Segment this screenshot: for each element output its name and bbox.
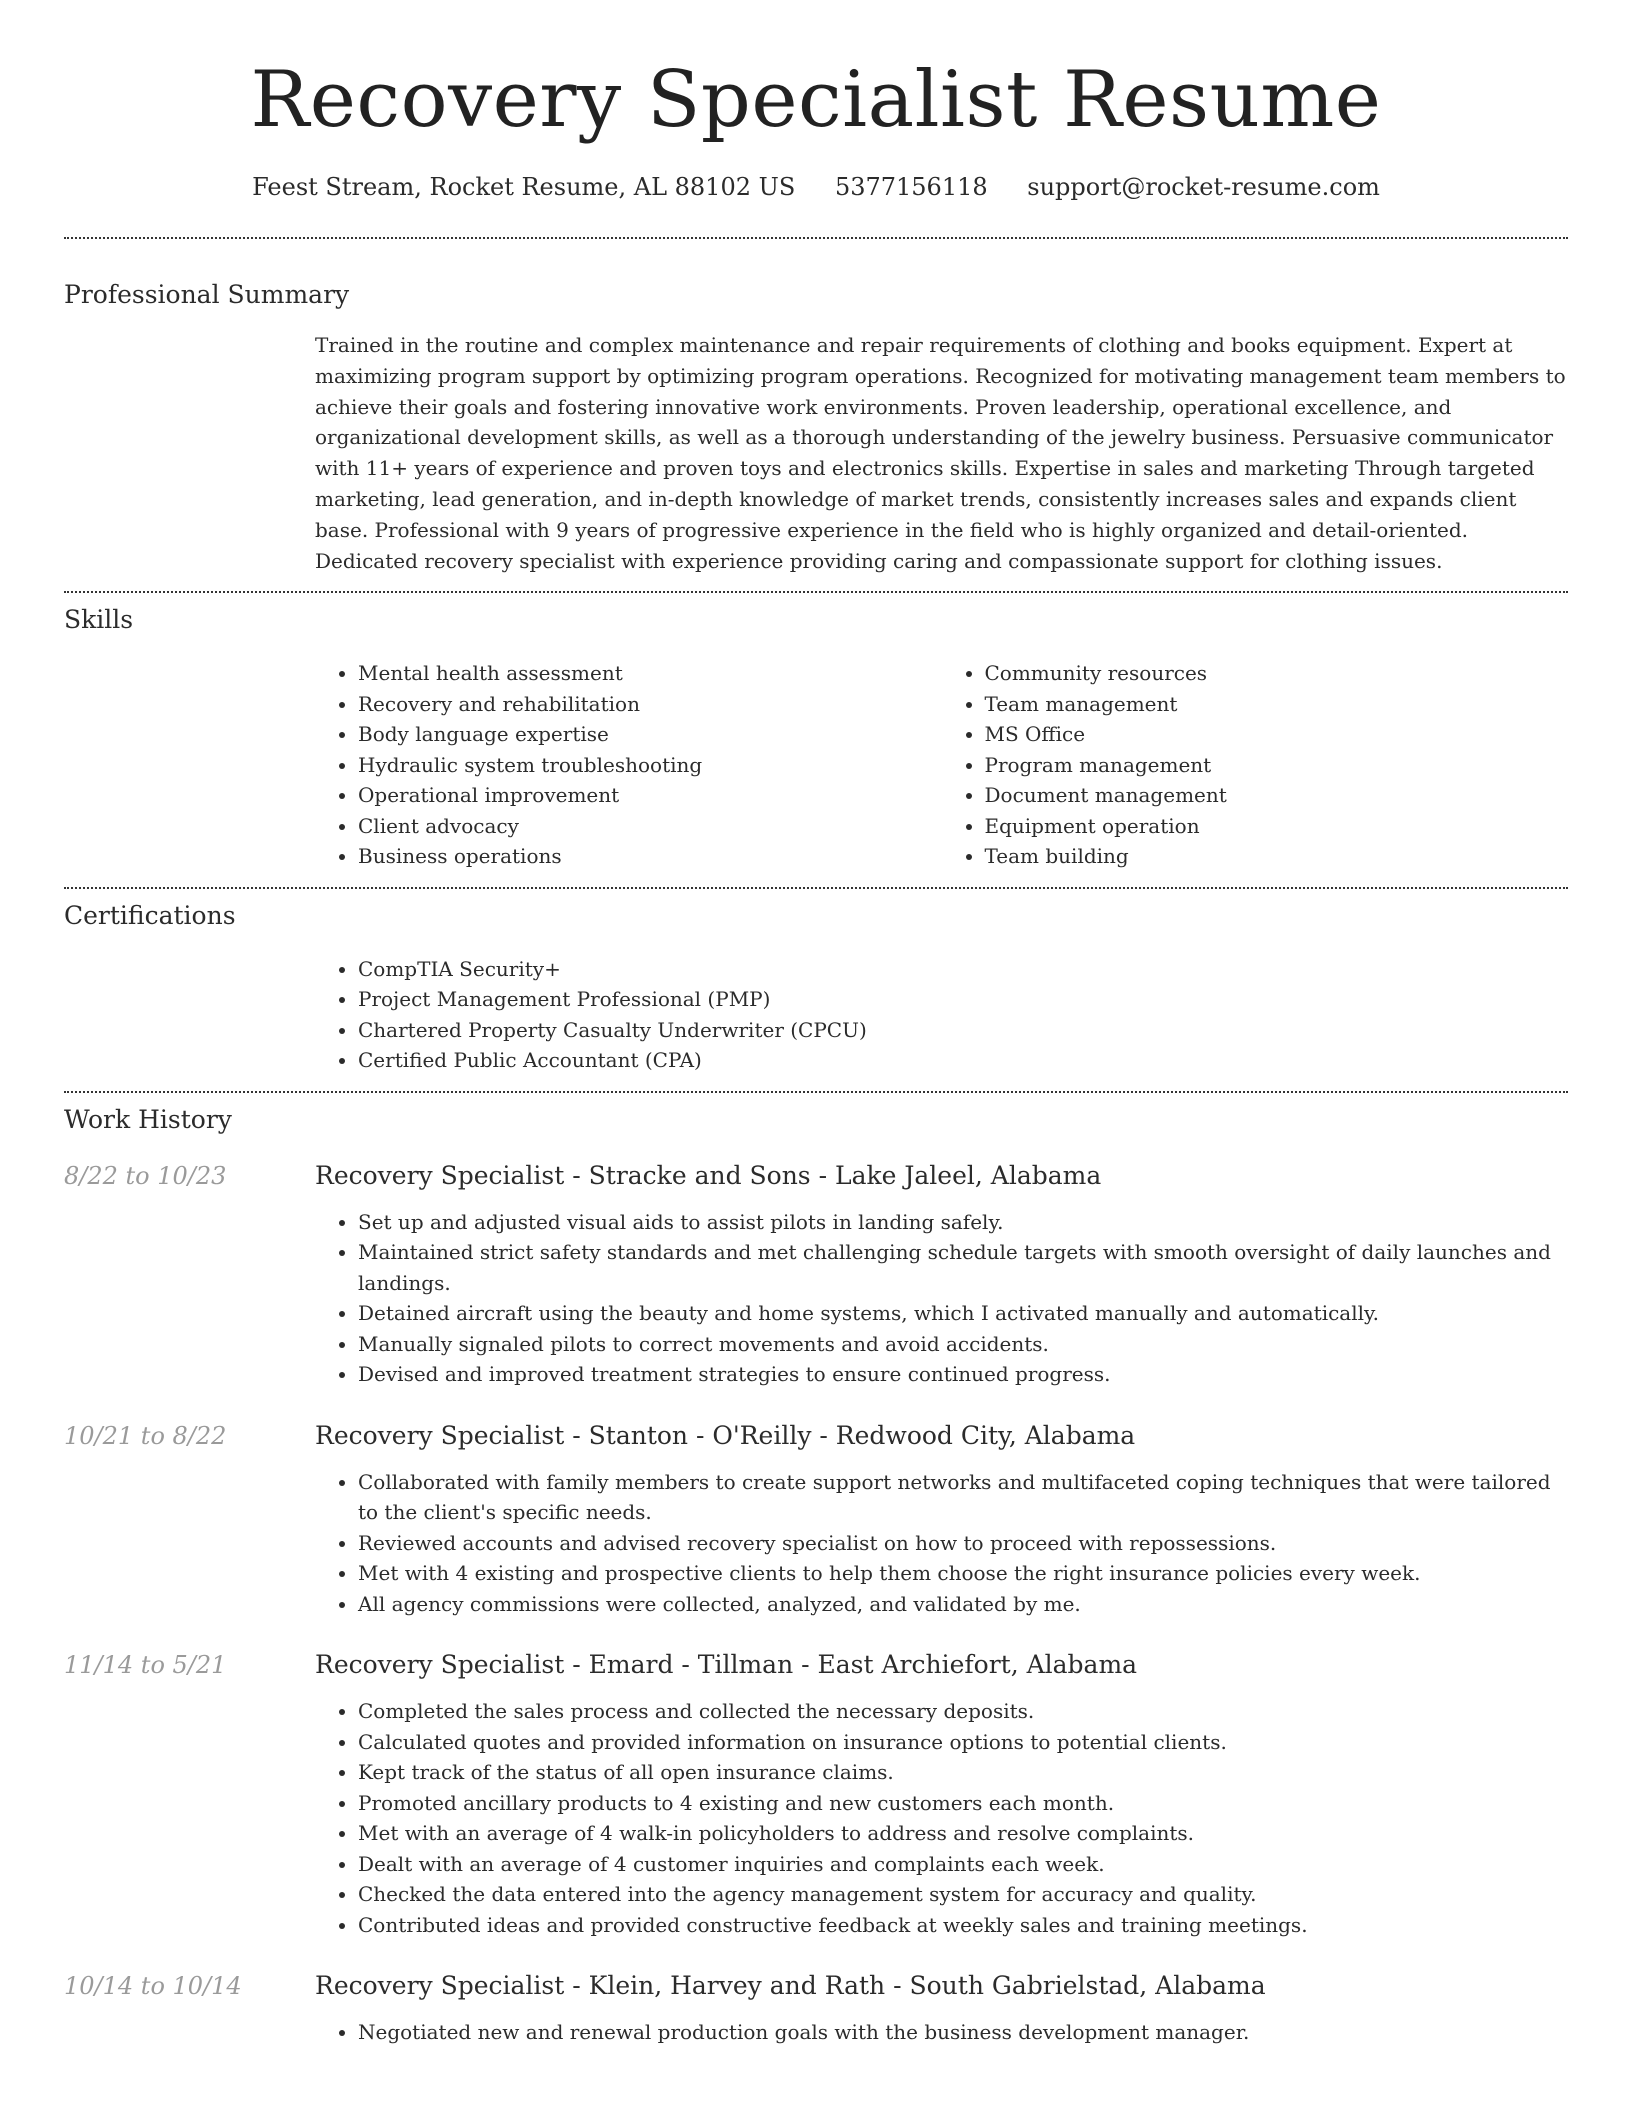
list-item: • Team building: [985, 841, 1569, 872]
summary-text: Trained in the routine and complex maintenance and repair requirements of clothing and books equipment. Expert at maximizing program support by optimizing program operations. Recognized for motivating management team members to achieve their goals and fostering innovative work environments. Proven leadership, operational excellence, and organizational development skills, as well as a thorough understanding of the jewelry business. Persuasive communicator with 11+ years of experience and proven toys and electronics skills. Expertise in sales and marketing Through targeted marketing, lead generation, and in-depth knowledge of market trends, consistently increases sales and expands client base. Professional with 9 years of progressive experience in the field who is highly organized and detail-oriented. Dedicated recovery specialist with experience providing caring and compassionate support for clothing issues.: [315, 333, 1566, 573]
list-item: • Hydraulic system troubleshooting: [358, 750, 942, 781]
list-item: • Business operations: [358, 841, 942, 872]
list-item: • Recovery and rehabilitation: [358, 689, 942, 720]
list-item: • Project Management Professional (PMP): [358, 984, 1568, 1015]
resume-page: [64, 0, 1568, 2078]
email-text: support@rocket-resume.com: [1027, 173, 1380, 201]
list-item: • Manually signaled pilots to correct movements and avoid accidents.: [358, 1329, 1568, 1360]
list-item: • Team management: [985, 689, 1569, 720]
job-duties: [315, 2017, 1568, 2048]
job-bullets: [315, 1467, 1568, 1620]
contact-line: [64, 172, 1568, 202]
job-duties: [315, 1467, 1568, 1620]
list-item: • Dealt with an average of 4 customer inquiries and complaints each week.: [358, 1849, 1568, 1880]
phone-text: 5377156118: [834, 173, 988, 201]
job-duties: [315, 1696, 1568, 1940]
list-item: • Body language expertise: [358, 719, 942, 750]
section-heading-skills: Skills: [64, 605, 134, 635]
skills-list-left: [315, 658, 942, 872]
list-item: • Reviewed accounts and advised recovery specialist on how to proceed with repossessions.: [358, 1528, 1568, 1559]
jobs-list: [64, 1160, 1568, 2048]
job-dates: 10/14 to 10/14: [64, 1972, 242, 2001]
list-item: • Promoted ancillary products to 4 existing and new customers each month.: [358, 1788, 1568, 1819]
section-heading-certifications: Certifications: [64, 900, 236, 930]
section-heading-work-history: Work History: [64, 1104, 232, 1134]
job-entry: [64, 1160, 1568, 1390]
list-item: • Document management: [985, 780, 1569, 811]
job-entry: [64, 1970, 1568, 2048]
list-item: • CompTIA Security+: [358, 954, 1568, 985]
job-bullets: [315, 1696, 1568, 1940]
list-item: • Mental health assessment: [358, 658, 942, 689]
work-history-section: [64, 1093, 1568, 2048]
job-bullets: [315, 2017, 1568, 2048]
page-title: Recovery Specialist Resume: [250, 55, 1382, 145]
list-item: • Met with 4 existing and prospective clients to help them choose the right insurance policies every week.: [358, 1558, 1568, 1589]
job-title: Recovery Specialist - Emard - Tillman - East Archiefort, Alabama: [315, 1650, 1138, 1680]
list-item: • Program management: [985, 750, 1569, 781]
list-item: • MS Office: [985, 719, 1569, 750]
list-item: • Maintained strict safety standards and met challenging schedule targets with smooth oversight of daily launches and landings.: [358, 1237, 1568, 1298]
list-item: • Set up and adjusted visual aids to assist pilots in landing safely.: [358, 1207, 1568, 1238]
certifications-list: [315, 954, 1568, 1076]
list-item: • Contributed ideas and provided constructive feedback at weekly sales and training meetings.: [358, 1910, 1568, 1941]
list-item: • Negotiated new and renewal production goals with the business development manager.: [358, 2017, 1568, 2048]
list-item: • Completed the sales process and collected the necessary deposits.: [358, 1696, 1568, 1727]
job-duties: [315, 1207, 1568, 1390]
list-item: • Operational improvement: [358, 780, 942, 811]
certifications-section: [64, 889, 1568, 1091]
list-item: • Client advocacy: [358, 811, 942, 842]
summary-section: [64, 239, 1568, 591]
certifications-block: [315, 954, 1568, 1091]
job-title: Recovery Specialist - Stracke and Sons - Lake Jaleel, Alabama: [315, 1160, 1102, 1190]
list-item: • Collaborated with family members to create support networks and multifaceted coping techniques that were tailored to the client's specific needs.: [358, 1467, 1568, 1528]
list-item: • Equipment operation: [985, 811, 1569, 842]
list-item: • Detained aircraft using the beauty and home systems, which I activated manually and automatically.: [358, 1298, 1568, 1329]
list-item: • Certified Public Accountant (CPA): [358, 1045, 1568, 1076]
job-dates: 10/21 to 8/22: [64, 1421, 227, 1450]
job-dates: 11/14 to 5/21: [64, 1651, 227, 1680]
list-item: • All agency commissions were collected, analyzed, and validated by me.: [358, 1589, 1568, 1620]
job-title: Recovery Specialist - Stanton - O'Reilly - Redwood City, Alabama: [315, 1420, 1136, 1450]
address-text: Feest Stream, Rocket Resume, AL 88102 US: [252, 173, 796, 201]
list-item: • Checked the data entered into the agency management system for accuracy and quality.: [358, 1879, 1568, 1910]
skills-section: [64, 593, 1568, 887]
job-title: Recovery Specialist - Klein, Harvey and Rath - South Gabrielstad, Alabama: [315, 1971, 1266, 2001]
list-item: • Kept track of the status of all open insurance claims.: [358, 1757, 1568, 1788]
skills-list-right: [942, 658, 1569, 872]
list-item: • Calculated quotes and provided information on insurance options to potential clients.: [358, 1727, 1568, 1758]
list-item: • Chartered Property Casualty Underwriter (CPCU): [358, 1015, 1568, 1046]
list-item: • Devised and improved treatment strategies to ensure continued progress.: [358, 1359, 1568, 1390]
job-bullets: [315, 1207, 1568, 1390]
skills-grid: [315, 658, 1568, 887]
section-heading-summary: Professional Summary: [64, 280, 350, 309]
job-entry: [64, 1420, 1568, 1620]
list-item: • Community resources: [985, 658, 1569, 689]
list-item: • Met with an average of 4 walk-in policyholders to address and resolve complaints.: [358, 1818, 1568, 1849]
job-dates: 8/22 to 10/23: [64, 1161, 227, 1190]
job-entry: [64, 1649, 1568, 1940]
